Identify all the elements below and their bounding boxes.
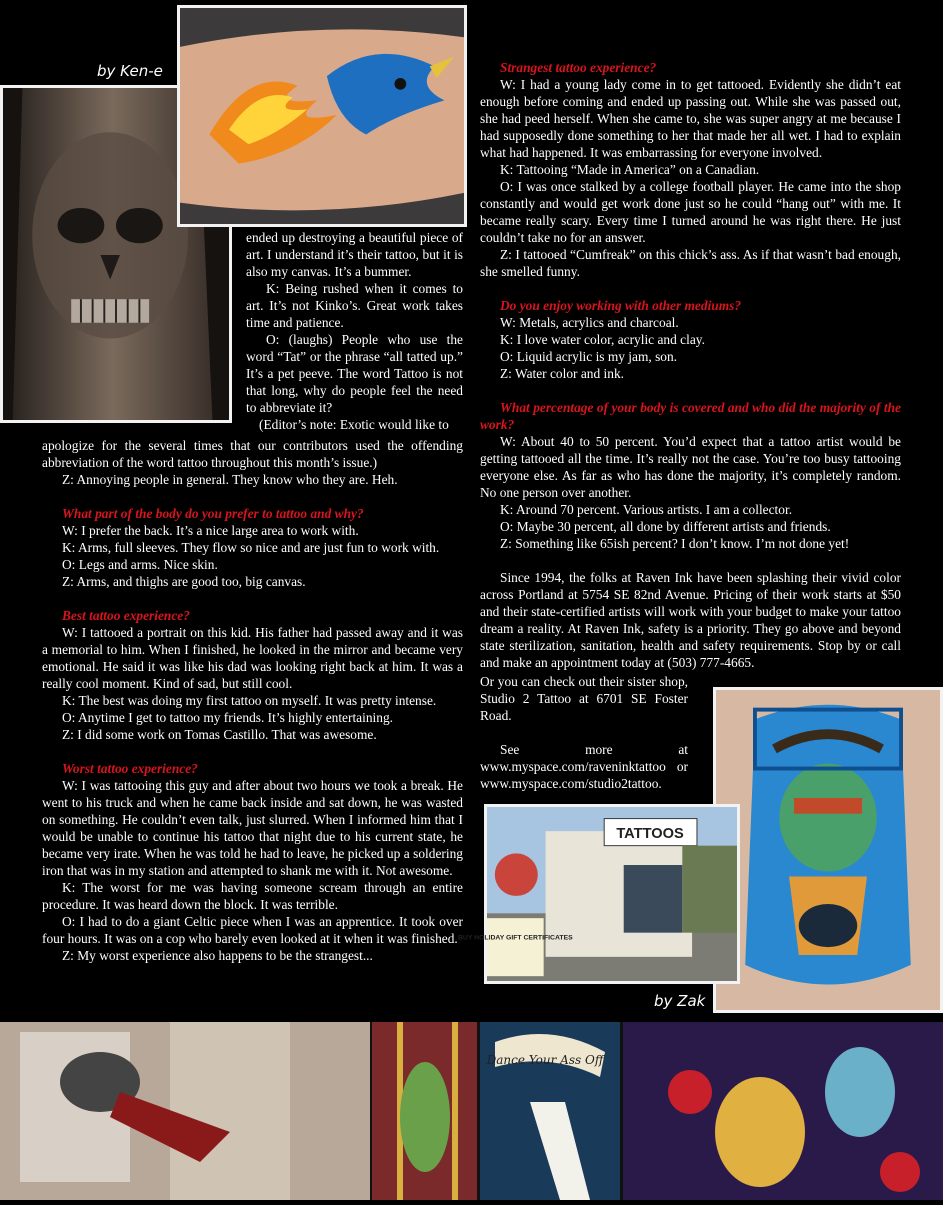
answer: O: Anytime I get to tattoo my friends. It’s highly entertaining. xyxy=(62,710,393,725)
question-heading: Strangest tattoo experience? xyxy=(500,60,657,75)
col2-narrow-text xyxy=(480,673,688,792)
jesus-tattoo-photo xyxy=(713,687,943,1013)
paragraph: (Editor’s note: Exotic would like to xyxy=(259,417,449,432)
more-info-paragraph: See more at www.myspace.com/raveninktattoo or www.myspace.com/studio2tattoo. xyxy=(480,742,688,791)
bird-flame-tattoo-image xyxy=(180,8,464,224)
answer: K: Around 70 percent. Various artists. I am a collector. xyxy=(500,502,793,517)
answer: Z: Water color and ink. xyxy=(500,366,624,381)
photo-credit-top: by Ken-e xyxy=(97,62,163,80)
answer: O: Liquid acrylic is my jam, son. xyxy=(500,349,678,364)
answer: W: I tattooed a portrait on this kid. His father had passed away and it was a memorial to him. When I finished, he looked in the mirror and became very emotional. He said it was like his dad was looking right back at him. It was a really cool moment. Kind of sad, but still cool. xyxy=(42,625,463,691)
answer: O: I was once stalked by a college football player. He came into the shop constantly and would get work done just so he could “hang out” with me. It became really scary. Every time I turned around he was right there. He just couldn’t take no for an answer. xyxy=(480,179,901,245)
question-heading: What part of the body do you prefer to tattoo and why? xyxy=(62,506,364,521)
answer: K: Tattooing “Made in America” on a Canadian. xyxy=(500,162,760,177)
answer: W: I was tattooing this guy and after about two hours we took a break. He went to his truck and when he came back inside and sat down, he was wasted on something. He couldn’t even talk, just slurred. When I informed him that I would be unable to continue his tattoo that night due to his current state, he became very irate. When he was told he had to leave, he picked up a soldering iron that was in my station and attempted to shank me with it. Not awesome. xyxy=(42,778,463,878)
col1-wrap-text xyxy=(246,229,463,433)
shop-storefront-photo xyxy=(457,804,740,984)
paragraph: ended up destroying a beautiful piece of art. I understand it’s their tattoo, but it is also my canvas. It’s a bummer. xyxy=(246,230,463,279)
tattoo-flash-banner xyxy=(0,1022,943,1200)
answer: W: I had a young lady come in to get tattooed. Evidently she didn’t eat enough before coming and ended up passing out. While she was passed out, she had peed herself. When she came to, she was super angry at me because I had supposedly done something to her that made her all wet. I had to explain what had happened. It was embarrassing for everyone involved. xyxy=(480,77,901,160)
answer: Z: I tattooed “Cumfreak” on this chick’s ass. As if that wasn’t bad enough, she smelled funny. xyxy=(480,247,901,279)
flash-art-image xyxy=(0,1022,943,1200)
flash-banner-text: Dance Your Ass Off xyxy=(486,1053,604,1067)
question-heading: Best tattoo experience? xyxy=(62,608,190,623)
answer: Z: My worst experience also happens to be the strangest... xyxy=(62,948,373,963)
answer: K: The worst for me was having someone scream through an entire procedure. It was heard down the block. It was terrible. xyxy=(42,880,463,912)
paragraph: Z: Annoying people in general. They know who they are. Heh. xyxy=(62,472,398,487)
answer: O: Legs and arms. Nice skin. xyxy=(62,557,218,572)
answer: Z: I did some work on Tomas Castillo. That was awesome. xyxy=(62,727,377,742)
question-heading: Worst tattoo experience? xyxy=(62,761,198,776)
answer: W: Metals, acrylics and charcoal. xyxy=(500,315,679,330)
sister-shop-paragraph: Or you can check out their sister shop, Studio 2 Tattoo at 6701 SE Foster Road. xyxy=(480,674,688,723)
answer: O: Maybe 30 percent, all done by different artists and friends. xyxy=(500,519,831,534)
jesus-crown-tattoo-image xyxy=(716,690,940,1010)
answer: O: I had to do a giant Celtic piece when I was an apprentice. It took over four hours. It was on a cop who barely even looked at it when it was finished. xyxy=(42,914,463,946)
question-heading: What percentage of your body is covered and who did the majority of the work? xyxy=(480,400,901,432)
paragraph: K: Being rushed when it comes to art. It’s not Kinko’s. Great work takes time and patience. xyxy=(246,281,463,330)
answer: W: I prefer the back. It’s a nice large area to work with. xyxy=(62,523,359,538)
shop-sign-text: TATTOOS xyxy=(616,825,684,842)
col1-text xyxy=(42,437,463,964)
col2-text xyxy=(480,59,901,671)
photo-credit-bottom: by Zak xyxy=(654,992,706,1010)
storefront-image xyxy=(457,807,737,981)
bird-tattoo-photo xyxy=(177,5,467,227)
answer: K: I love water color, acrylic and clay. xyxy=(500,332,705,347)
paragraph: apologize for the several times that our contributors used the offending abbreviation of the word tattoo throughout this month’s issue.) xyxy=(42,438,463,470)
shop-paragraph: Since 1994, the folks at Raven Ink have been splashing their vivid color across Portland at 5754 SE 82nd Avenue. Pricing of their work starts at $50 and their state-certified artists will work with your budget to make your tattoo dream a reality. At Raven Ink, safety is a priority. They go above and beyond state sterilization, sanitation, health and safety requirements. Stop by or call and make an appointment today at (503) 777-4665. xyxy=(480,570,901,670)
answer: W: About 40 to 50 percent. You’d expect that a tattoo artist would be getting tattooed all the time. It’s really not the case. You’re too busy tattooing everyone else. As far as who has done the majority, it’s completely random. No one person over another. xyxy=(480,434,901,500)
answer: Z: Arms, and thighs are good too, big canvas. xyxy=(62,574,306,589)
answer: Z: Something like 65ish percent? I don’t know. I’m not done yet! xyxy=(500,536,850,551)
question-heading: Do you enjoy working with other mediums? xyxy=(500,298,742,313)
answer: K: The best was doing my first tattoo on myself. It was pretty intense. xyxy=(62,693,437,708)
window-sign-text: BUY HOLIDAY GIFT CERTIFICATES xyxy=(457,934,573,942)
answer: K: Arms, full sleeves. They flow so nice and are just fun to work with. xyxy=(62,540,440,555)
paragraph: O: (laughs) People who use the word “Tat” or the phrase “all tatted up.” It’s a pet peeve. The word Tattoo is not that long, why do people feel the need to abbreviate it? xyxy=(246,332,463,415)
